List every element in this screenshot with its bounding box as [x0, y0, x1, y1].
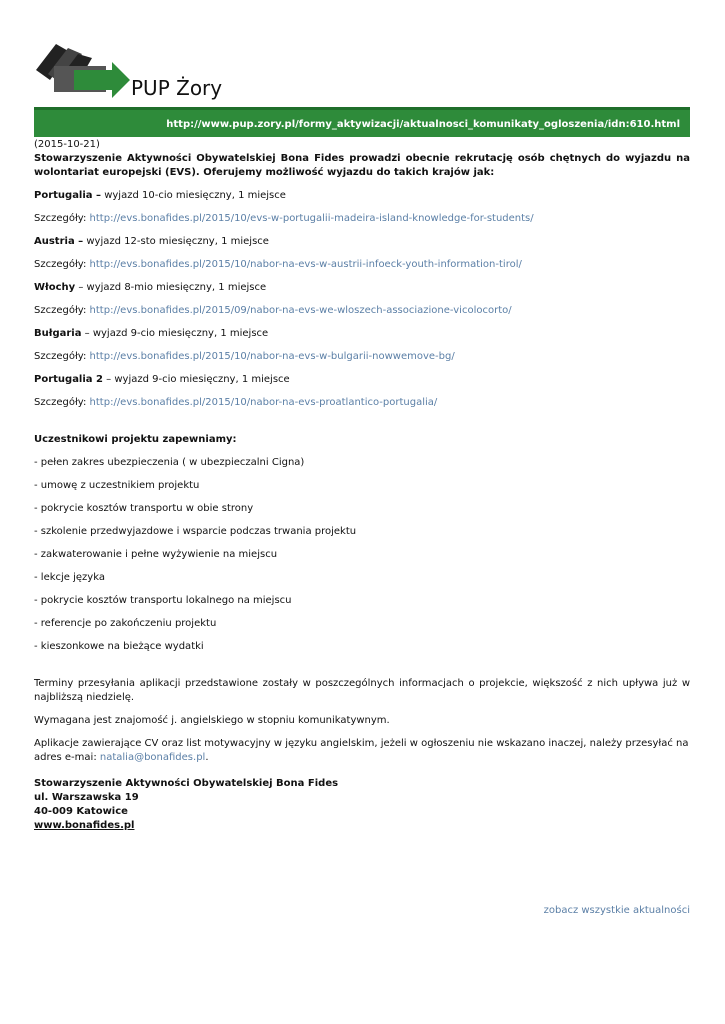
details-label: Szczegóły: [34, 213, 90, 224]
benefit-item: - lekcje języka [34, 572, 105, 583]
benefit-item: - umowę z uczestnikiem projektu [34, 480, 200, 491]
country-name: Bułgaria [34, 328, 82, 339]
apply-paragraph [34, 737, 690, 765]
details-link[interactable]: http://evs.bonafides.pl/2015/10/nabor-na-evs-w-austrii-infoeck-youth-information-tirol/ [89, 259, 522, 270]
language-text: Wymagana jest znajomość j. angielskiego w stopniu komunikatywnym. [34, 715, 390, 726]
org-city: 40-009 Katowice [34, 806, 128, 817]
terms-text: Terminy przesyłania aplikacji przedstawione zostały w poszczególnych informacjach o projekcie, większość z nich upływa już w najbliższą niedzielę. [34, 678, 690, 703]
site-logo[interactable] [34, 40, 234, 100]
country-name: Włochy [34, 282, 76, 293]
org-name: Stowarzyszenie Aktywności Obywatelskiej Bona Fides [34, 778, 339, 789]
details-label: Szczegóły: [34, 305, 90, 316]
country-item [34, 189, 690, 226]
details-label: Szczegóły: [34, 351, 90, 362]
benefit-item: - pełen zakres ubezpieczenia ( w ubezpieczalni Cigna) [34, 457, 305, 468]
benefits-list [34, 456, 690, 654]
country-name: Portugalia 2 [34, 374, 103, 385]
pup-logo-icon [34, 40, 134, 100]
country-desc: – wyjazd 9-cio miesięczny, 1 miejsce [81, 328, 269, 339]
benefit-item: - zakwaterowanie i pełne wyżywienie na miejscu [34, 549, 278, 560]
benefit-item: - pokrycie kosztów transportu w obie strony [34, 503, 254, 514]
country-name: Austria – [34, 236, 84, 247]
country-item [34, 281, 690, 318]
country-item [34, 373, 690, 410]
benefits-heading: Uczestnikowi projektu zapewniamy: [34, 434, 237, 445]
benefit-item: - pokrycie kosztów transportu lokalnego na miejscu [34, 595, 292, 606]
details-link[interactable]: http://evs.bonafides.pl/2015/10/nabor-na-evs-w-bulgarii-nowwemove-bg/ [89, 351, 455, 362]
benefit-item: - referencje po zakończeniu projektu [34, 618, 217, 629]
header-bar [34, 107, 690, 137]
page-url: http://www.pup.zory.pl/formy_aktywizacji/aktualnosci_komunikaty_ogloszenia/idn:610.html [166, 119, 680, 130]
country-desc: – wyjazd 9-cio miesięczny, 1 miejsce [102, 374, 290, 385]
all-news-link[interactable]: zobacz wszystkie aktualności [543, 905, 690, 916]
country-desc: wyjazd 12-sto miesięczny, 1 miejsce [83, 236, 269, 247]
org-street: ul. Warszawska 19 [34, 792, 139, 803]
details-link[interactable]: http://evs.bonafides.pl/2015/10/evs-w-portugalii-madeira-island-knowledge-for-students/ [89, 213, 534, 224]
apply-end: . [205, 752, 209, 763]
apply-text: Aplikacje zawierające CV oraz list motywacyjny w języku angielskim, jeżeli w ogłoszeniu nie wskazano inaczej, należy przesyłać na adres e-mai: [34, 738, 689, 763]
article-date: (2015-10-21) [34, 139, 100, 150]
country-name: Portugalia – [34, 190, 102, 201]
country-item [34, 235, 690, 272]
article-intro: Stowarzyszenie Aktywności Obywatelskiej Bona Fides prowadzi obecnie rekrutację osób chętnych do wyjazdu na wolontariat europejski (EVS). Oferujemy możliwość wyjazdu do takich krajów jak: [34, 153, 690, 178]
country-desc: wyjazd 10-cio miesięczny, 1 miejsce [101, 190, 286, 201]
article [34, 138, 690, 833]
details-link[interactable]: http://evs.bonafides.pl/2015/09/nabor-na-evs-we-wloszech-associazione-vicolocorto/ [89, 305, 512, 316]
benefit-item: - szkolenie przedwyjazdowe i wsparcie podczas trwania projektu [34, 526, 357, 537]
details-link[interactable]: http://evs.bonafides.pl/2015/10/nabor-na-evs-proatlantico-portugalia/ [89, 397, 438, 408]
country-item [34, 327, 690, 364]
country-desc: – wyjazd 8-mio miesięczny, 1 miejsce [75, 282, 267, 293]
benefit-item: - kieszonkowe na bieżące wydatki [34, 641, 204, 652]
email-link[interactable]: natalia@bonafides.pl [99, 752, 206, 763]
details-label: Szczegóły: [34, 259, 90, 270]
country-list [34, 189, 690, 410]
logo-text: PUP Żory [131, 76, 223, 100]
org-website-link[interactable]: www.bonafides.pl [34, 820, 135, 831]
org-address [34, 777, 690, 833]
details-label: Szczegóły: [34, 397, 90, 408]
